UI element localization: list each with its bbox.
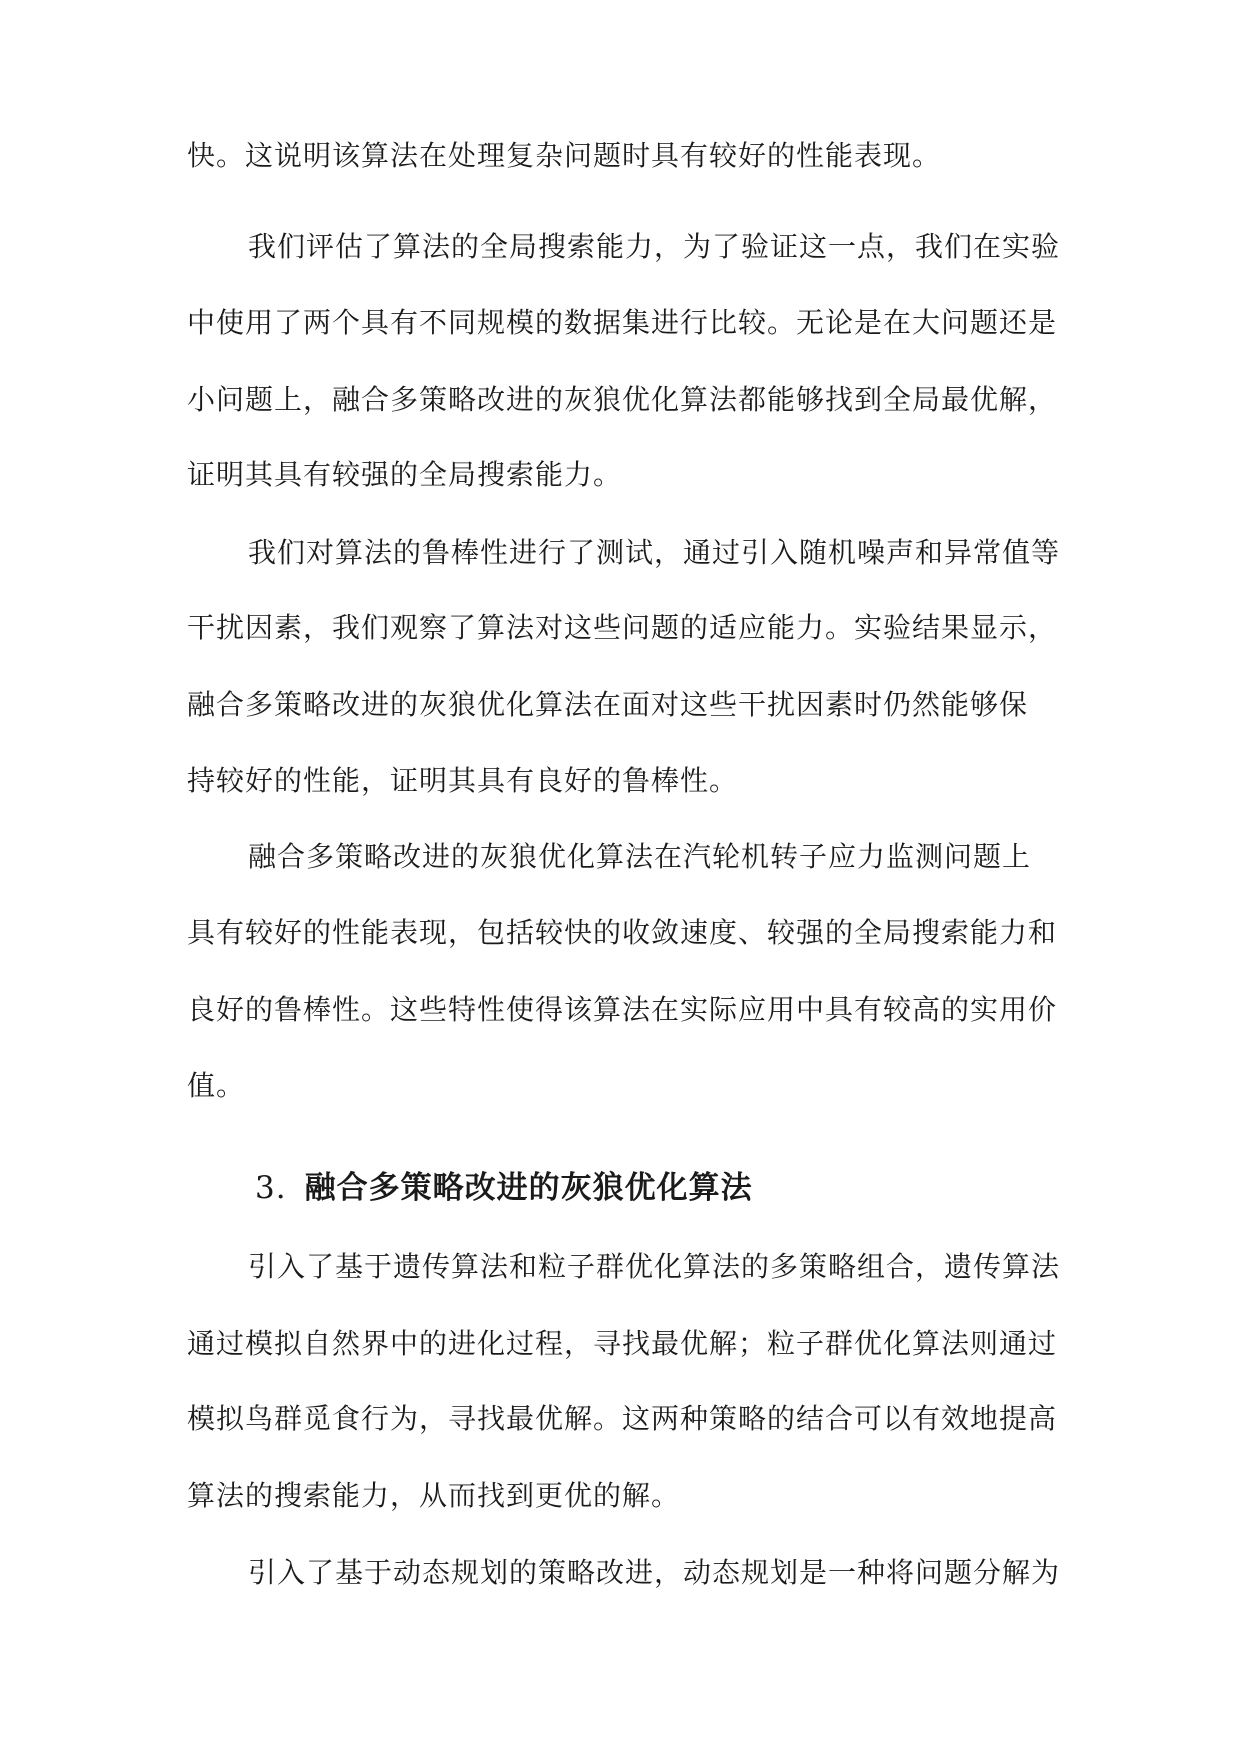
paragraph-2-line-2: 中使用了两个具有不同规模的数据集进行比较。无论是在大问题还是 bbox=[187, 306, 1058, 339]
paragraph-3-line-1: 我们对算法的鲁棒性进行了测试，通过引入随机噪声和异常值等 bbox=[248, 536, 1061, 569]
paragraph-4-line-1: 融合多策略改进的灰狼优化算法在汽轮机转子应力监测问题上 bbox=[248, 840, 1032, 873]
paragraph-3-line-4: 持较好的性能，证明其具有良好的鲁棒性。 bbox=[187, 764, 739, 797]
section-heading bbox=[255, 1168, 753, 1208]
section-paragraph-1-line-4: 算法的搜索能力，从而找到更优的解。 bbox=[187, 1479, 681, 1512]
section-paragraph-1-line-3: 模拟鸟群觅食行为，寻找最优解。这两种策略的结合可以有效地提高 bbox=[187, 1402, 1058, 1435]
paragraph-3-line-2: 干扰因素，我们观察了算法对这些问题的适应能力。实验结果显示， bbox=[187, 611, 1058, 644]
paragraph-4-line-4: 值。 bbox=[187, 1069, 246, 1102]
section-paragraph-2-line-1: 引入了基于动态规划的策略改进，动态规划是一种将问题分解为 bbox=[248, 1556, 1061, 1589]
section-title: 融合多策略改进的灰狼优化算法 bbox=[304, 1170, 753, 1206]
paragraph-4-line-2: 具有较好的性能表现，包括较快的收敛速度、较强的全局搜索能力和 bbox=[187, 916, 1058, 949]
section-paragraph-1-line-1: 引入了基于遗传算法和粒子群优化算法的多策略组合，遗传算法 bbox=[248, 1250, 1061, 1283]
paragraph-4-line-3: 良好的鲁棒性。这些特性使得该算法在实际应用中具有较高的实用价 bbox=[187, 993, 1058, 1026]
section-paragraph-1-line-2: 通过模拟自然界中的进化过程，寻找最优解；粒子群优化算法则通过 bbox=[187, 1327, 1058, 1360]
paragraph-2-line-3: 小问题上，融合多策略改进的灰狼优化算法都能够找到全局最优解， bbox=[187, 383, 1058, 416]
paragraph-3-line-3: 融合多策略改进的灰狼优化算法在面对这些干扰因素时仍然能够保 bbox=[187, 688, 1029, 721]
paragraph-2-line-4: 证明其具有较强的全局搜索能力。 bbox=[187, 458, 623, 491]
paragraph-1-line-1: 快。这说明该算法在处理复杂问题时具有较好的性能表现。 bbox=[187, 139, 942, 172]
paragraph-2-line-1: 我们评估了算法的全局搜索能力，为了验证这一点，我们在实验 bbox=[248, 230, 1061, 263]
section-number: 3. bbox=[255, 1170, 287, 1206]
